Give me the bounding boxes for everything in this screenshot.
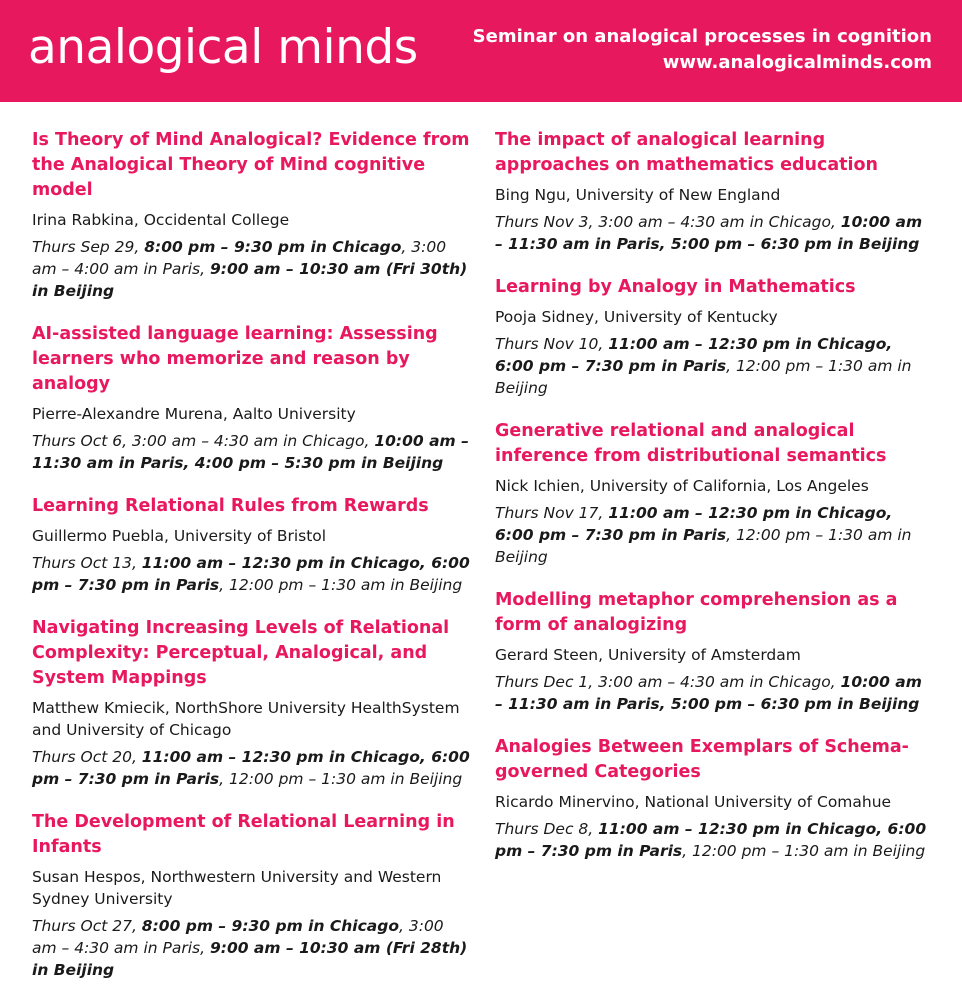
talk-title: Generative relational and analogical inference from distributional semantics — [495, 421, 887, 466]
talk-item — [32, 128, 472, 302]
talk-time — [495, 333, 935, 399]
time-segment: , 3:00 am – 4:30 am in Paris, — [32, 917, 444, 957]
talk-item — [495, 735, 935, 862]
talk-title: Learning by Analogy in Mathematics — [495, 277, 856, 297]
talk-title: The Development of Relational Learning in Infants — [32, 812, 455, 857]
time-segment-bold: 10:00 am – 11:30 am in Paris, 4:00 pm – 5:30 pm in Beijing — [32, 432, 469, 472]
talk-time — [32, 236, 472, 302]
time-segment-bold: 10:00 am – 11:30 am in Paris, 5:00 pm – 6:30 pm in Beijing — [495, 673, 922, 713]
time-segment-bold: 11:00 am – 12:30 pm in Chicago, 6:00 pm – 7:30 pm in Paris — [32, 554, 470, 594]
time-segment: Thurs Oct 13, — [32, 554, 142, 572]
talk-item — [32, 810, 472, 981]
time-segment-bold: 11:00 am – 12:30 pm in Chicago, 6:00 pm – 7:30 pm in Paris — [32, 748, 470, 788]
time-segment: , 12:00 pm – 1:30 am in Beijing — [219, 770, 463, 788]
time-segment: , 12:00 pm – 1:30 am in Beijing — [219, 576, 463, 594]
time-segment: Thurs Nov 17, — [495, 504, 609, 522]
site-url-link[interactable]: www.analogicalminds.com — [662, 52, 932, 73]
time-segment-bold: 11:00 am – 12:30 pm in Chicago, 6:00 pm – 7:30 pm in Paris — [495, 335, 893, 375]
time-segment-bold: 9:00 am – 10:30 am (Fri 30th) in Beijing — [32, 260, 468, 300]
talk-time — [495, 818, 935, 862]
time-segment: Thurs Dec 8, — [495, 820, 599, 838]
talk-time — [495, 211, 935, 255]
talk-item — [495, 275, 935, 399]
talk-speaker: Gerard Steen, University of Amsterdam — [495, 646, 801, 664]
talk-speaker: Nick Ichien, University of California, Los Angeles — [495, 477, 869, 495]
time-segment: Thurs Oct 20, — [32, 748, 142, 766]
talk-time — [495, 502, 935, 568]
talk-item — [495, 128, 935, 255]
time-segment: Thurs Oct 27, — [32, 917, 142, 935]
talk-title: AI-assisted language learning: Assessing learners who memorize and reason by analogy — [32, 324, 438, 394]
time-segment: , 3:00 am – 4:00 am in Paris, — [32, 238, 447, 278]
talk-time — [32, 430, 472, 474]
time-segment-bold: 11:00 am – 12:30 pm in Chicago, 6:00 pm – 7:30 pm in Paris — [495, 820, 927, 860]
time-segment: Thurs Dec 1, 3:00 am – 4:30 am in Chicago, — [495, 673, 841, 691]
talk-title: Modelling metaphor comprehension as a form of analogizing — [495, 590, 898, 635]
time-segment: Thurs Sep 29, — [32, 238, 145, 256]
talk-speaker: Pierre-Alexandre Murena, Aalto University — [32, 405, 356, 423]
talk-time — [32, 746, 472, 790]
time-segment: , 12:00 pm – 1:30 am in Beijing — [682, 842, 926, 860]
talk-item — [32, 494, 472, 596]
time-segment-bold: 8:00 pm – 9:30 pm in Chicago — [141, 917, 399, 935]
talk-title: Is Theory of Mind Analogical? Evidence from the Analogical Theory of Mind cognitive model — [32, 130, 470, 200]
talk-speaker: Pooja Sidney, University of Kentucky — [495, 308, 778, 326]
time-segment: Thurs Oct 6, 3:00 am – 4:30 am in Chicago, — [32, 432, 375, 450]
time-segment: , 12:00 pm – 1:30 am in Beijing — [495, 526, 912, 566]
seminar-tagline: Seminar on analogical processes in cognition — [472, 26, 932, 47]
talks-column-left — [32, 128, 472, 1001]
talk-speaker: Ricardo Minervino, National University of Comahue — [495, 793, 892, 811]
talk-time — [32, 915, 472, 981]
talk-speaker: Susan Hespos, Northwestern University and Western Sydney University — [32, 868, 442, 908]
header-banner — [0, 0, 962, 102]
talk-title: Learning Relational Rules from Rewards — [32, 496, 429, 516]
talk-speaker: Matthew Kmiecik, NorthShore University HealthSystem and University of Chicago — [32, 699, 460, 739]
time-segment-bold: 8:00 pm – 9:30 pm in Chicago — [144, 238, 402, 256]
time-segment: Thurs Nov 3, 3:00 am – 4:30 am in Chicago, — [495, 213, 841, 231]
talk-time — [495, 671, 935, 715]
time-segment: Thurs Nov 10, — [495, 335, 609, 353]
talk-title: Analogies Between Exemplars of Schema-governed Categories — [495, 737, 909, 782]
site-logo: analogical minds — [28, 20, 418, 75]
talk-item — [495, 588, 935, 715]
talk-time — [32, 552, 472, 596]
talk-speaker: Guillermo Puebla, University of Bristol — [32, 527, 327, 545]
time-segment-bold: 11:00 am – 12:30 pm in Chicago, 6:00 pm – 7:30 pm in Paris — [495, 504, 893, 544]
talk-item — [32, 322, 472, 474]
header-tagline-block — [473, 24, 932, 76]
talk-speaker: Bing Ngu, University of New England — [495, 186, 781, 204]
talks-column-right — [495, 128, 935, 882]
talk-item — [32, 616, 472, 790]
time-segment-bold: 10:00 am – 11:30 am in Paris, 5:00 pm – 6:30 pm in Beijing — [495, 213, 923, 253]
talk-item — [495, 419, 935, 568]
talk-speaker: Irina Rabkina, Occidental College — [32, 211, 290, 229]
time-segment-bold: 9:00 am – 10:30 am (Fri 28th) in Beijing — [32, 939, 468, 979]
talk-title: Navigating Increasing Levels of Relational Complexity: Perceptual, Analogical, and System Mappings — [32, 618, 450, 688]
time-segment: , 12:00 pm – 1:30 am in Beijing — [495, 357, 912, 397]
talk-title: The impact of analogical learning approaches on mathematics education — [495, 130, 879, 175]
